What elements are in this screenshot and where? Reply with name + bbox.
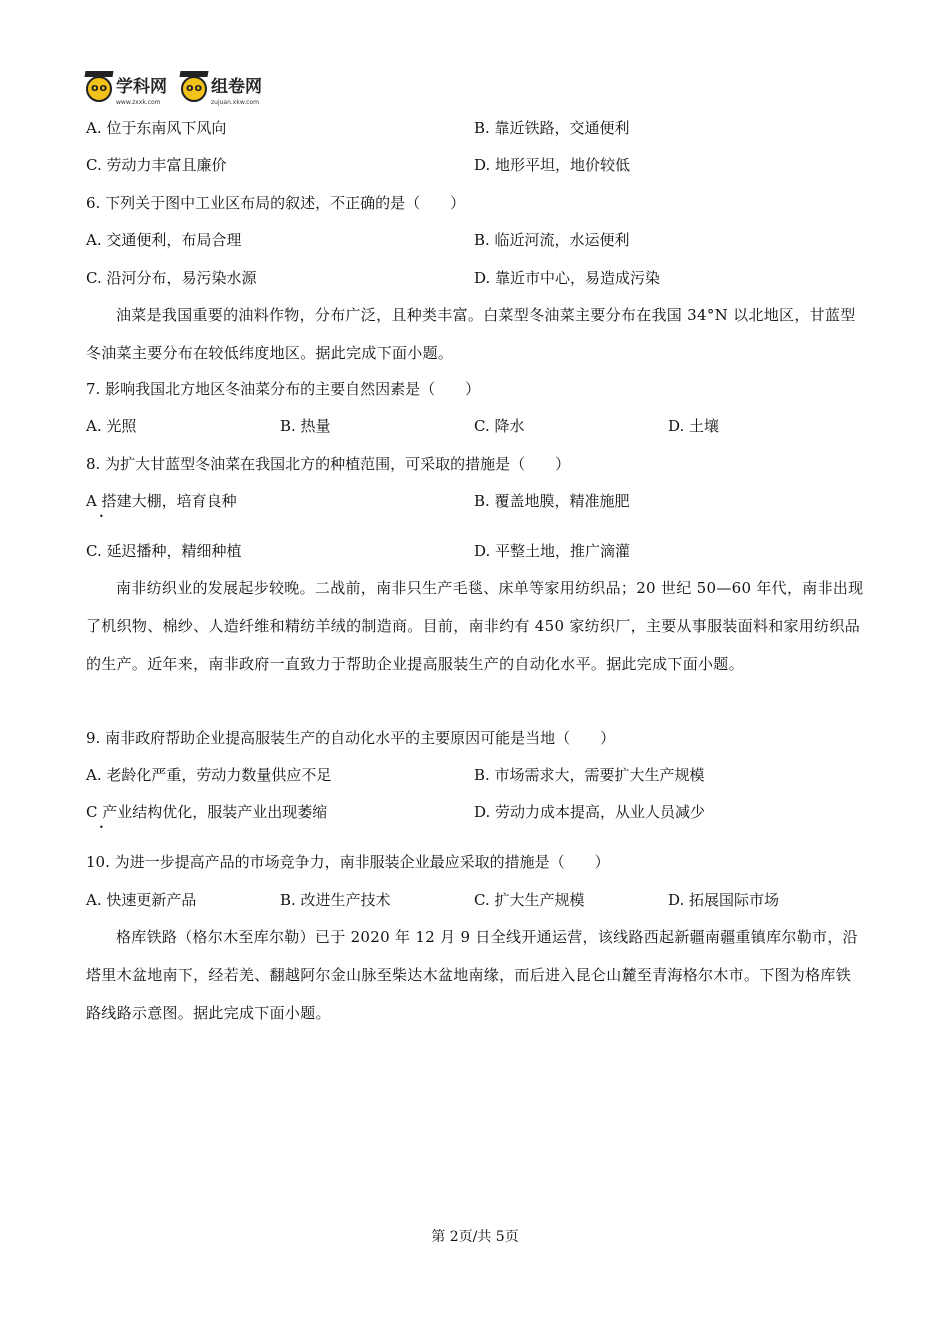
q5-option-d: D. 地形平坦，地价较低 [474,156,631,174]
q8-option-a: A 搭建大棚，培育良种 [86,492,237,510]
q8-option-b: B. 覆盖地膜，精准施肥 [474,492,630,510]
logo-name: 组卷网 [211,77,262,97]
q9-option-b: B. 市场需求大，需要扩大生产规模 [474,766,705,784]
q8-option-d: D. 平整土地，推广滴灌 [474,542,631,560]
q7-option-b: B. 热量 [280,417,331,435]
q7-stem: 7. 影响我国北方地区冬油菜分布的主要自然因素是（ ） [86,380,481,398]
q9-stem: 9. 南非政府帮助企业提高服装生产的自动化水平的主要原因可能是当地（ ） [86,729,616,747]
q5-option-b: B. 靠近铁路，交通便利 [474,119,630,137]
q9-option-d: D. 劳动力成本提高，从业人员减少 [474,803,706,821]
logo-url: zujuan.xkw.com [211,99,259,106]
q7-option-c: C. 降水 [474,417,525,435]
dot-mark: • [99,823,104,832]
logo-zujuan [181,72,262,106]
logo-url: www.zxxk.com [116,99,161,106]
q10-stem: 10. 为进一步提高产品的市场竞争力，南非服装企业最应采取的措施是（ ） [86,853,610,871]
q6-option-c: C. 沿河分布，易污染水源 [86,269,257,287]
header-logos [86,72,276,106]
q6-option-d: D. 靠近市中心，易造成污染 [474,269,661,287]
passage-rapeseed: 油菜是我国重要的油料作物，分布广泛，且种类丰富。白菜型冬油菜主要分布在我国 34°N 以北地区，甘蓝型冬油菜主要分布在较低纬度地区。据此完成下面小题。 [86,306,856,362]
q8-option-c: C. 延迟播种，精细种植 [86,542,242,560]
q10-option-b: B. 改进生产技术 [280,891,391,909]
logo-name: 学科网 [116,77,167,97]
q6-stem: 6. 下列关于图中工业区布局的叙述，不正确的是（ ） [86,194,466,212]
q9-option-c: C 产业结构优化，服装产业出现萎缩 [86,803,328,821]
q6-option-b: B. 临近河流，水运便利 [474,231,630,249]
q7-option-a: A. 光照 [86,417,137,435]
page-number: 第 2页/共 5页 [431,1229,519,1245]
dot-mark: • [99,512,104,521]
q5-option-c: C. 劳动力丰富且廉价 [86,156,227,174]
scholar-cap-icon [181,76,207,102]
q10-option-a: A. 快速更新产品 [86,891,197,909]
q10-option-c: C. 扩大生产规模 [474,891,585,909]
q10-option-d: D. 拓展国际市场 [668,891,780,909]
q8-stem: 8. 为扩大甘蓝型冬油菜在我国北方的种植范围，可采取的措施是（ ） [86,455,571,473]
q5-option-a: A. 位于东南风下风向 [86,119,227,137]
passage-railway: 格库铁路（格尔木至库尔勒）已于 2020 年 12 月 9 日全线开通运营，该线路西起新疆南疆重镇库尔勒市，沿塔里木盆地南下，经若羌、翻越阿尔金山脉至柴达木盆地南缘，而后进入昆仑山麓至青海格尔木市。下图为格库铁路线路示意图。据此完成下面小题。 [86,928,858,1022]
logo-zxxk [86,72,167,106]
q6-option-a: A. 交通便利，布局合理 [86,231,242,249]
q9-option-a: A. 老龄化严重，劳动力数量供应不足 [86,766,332,784]
passage-textile: 南非纺织业的发展起步较晚。二战前，南非只生产毛毯、床单等家用纺织品；20 世纪 50—60 年代，南非出现了机织物、棉纱、人造纤维和精纺羊绒的制造商。目前，南非约有 450 家纺织厂，主要从事服装面料和家用纺织品的生产。近年来，南非政府一直致力于帮助企业提高服装生产的自动化水平。据此完成下面小题。 [86,579,864,673]
scholar-cap-icon [86,76,112,102]
q7-option-d: D. 土壤 [668,417,720,435]
